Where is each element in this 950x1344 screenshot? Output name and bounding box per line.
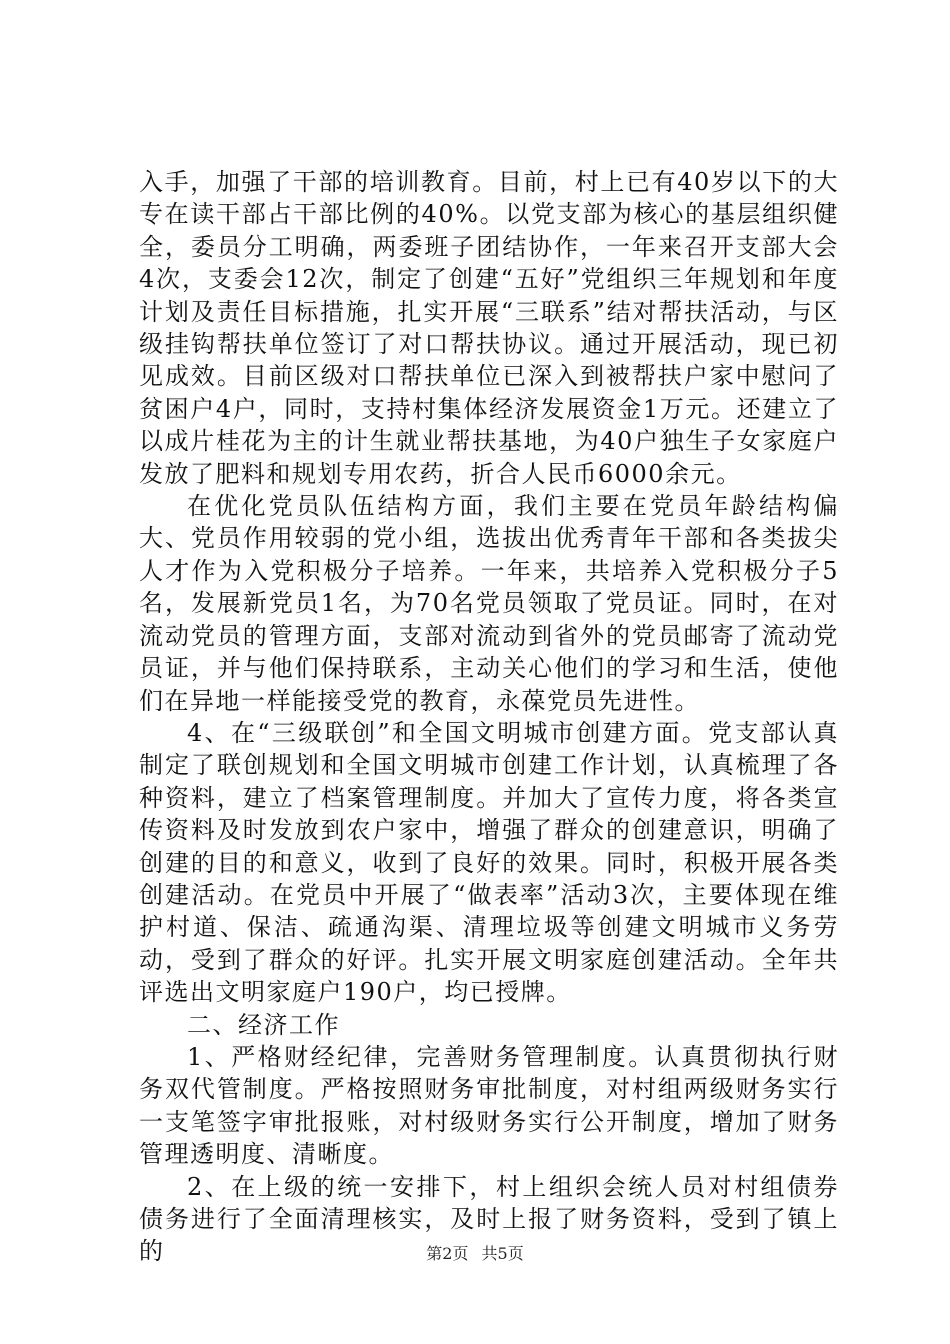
page-footer xyxy=(0,1244,950,1264)
paragraph-debt-clearing: 2、在上级的统一安排下，村上组织会统人员对村组债券债务进行了全面清理核实，及时上报了财务资料，受到了镇上的 xyxy=(139,1172,839,1266)
paragraph-financial-discipline: 1、严格财经纪律，完善财务管理制度。认真贯彻执行财务双代管制度。严格按照财务审批制度，对村组两级财务实行一支笔签字审批报账，对村级财务实行公开制度，增加了财务管理透明度、清晰度。 xyxy=(139,1042,839,1169)
paragraph-civilized-city: 4、在“三级联创”和全国文明城市创建方面。党支部认真制定了联创规划和全国文明城市创建工作计划，认真梳理了各种资料，建立了档案管理制度。并加大了宣传力度，将各类宣传资料及时发放到农户家中，增强了群众的创建意识，明确了创建的目的和意义，收到了良好的效果。同时，积极开展各类创建活动。在党员中开展了“做表率”活动3次，主要体现在维护村道、保洁、疏通沟渠、清理垃圾等创建文明城市义务劳动，受到了群众的好评。扎实开展文明家庭创建活动。全年共评选出文明家庭户190户，均已授牌。 xyxy=(139,718,839,1007)
paragraph-party-member-structure: 在优化党员队伍结构方面，我们主要在党员年龄结构偏大、党员作用较弱的党小组，选拔出优秀青年干部和各类拔尖人才作为入党积极分子培养。一年来，共培养入党积极分子5名，发展新党员1名，为70名党员领取了党员证。同时，在对流动党员的管理方面，支部对流动到省外的党员邮寄了流动党员证，并与他们保持联系，主动关心他们的学习和生活，使他们在异地一样能接受党的教育，永葆党员先进性。 xyxy=(139,492,839,715)
page-number: 第2页 xyxy=(426,1244,469,1263)
section-heading-economic-work: 二、经济工作 xyxy=(187,1010,340,1039)
paragraph-continuation: 入手，加强了干部的培训教育。目前，村上已有40岁以下的大专在读干部占干部比例的40%。以党支部为核心的基层组织健全，委员分工明确，两委班子团结协作，一年来召开支部大会4次，支委会12次，制定了创建“五好”党组织三年规划和年度计划及责任目标措施，扎实开展“三联系”结对帮扶活动，与区级挂钩帮扶单位签订了对口帮扶协议。通过开展活动，现已初见成效。目前区级对口帮扶单位已深入到被帮扶户家中慰问了贫困户4户，同时，支持村集体经济发展资金1万元。还建立了以成片桂花为主的计生就业帮扶基地，为40户独生子女家庭户发放了肥料和规划专用农药，折合人民币6000余元。 xyxy=(139,168,839,488)
page-total: 共5页 xyxy=(481,1244,524,1263)
document-body xyxy=(139,166,839,1268)
